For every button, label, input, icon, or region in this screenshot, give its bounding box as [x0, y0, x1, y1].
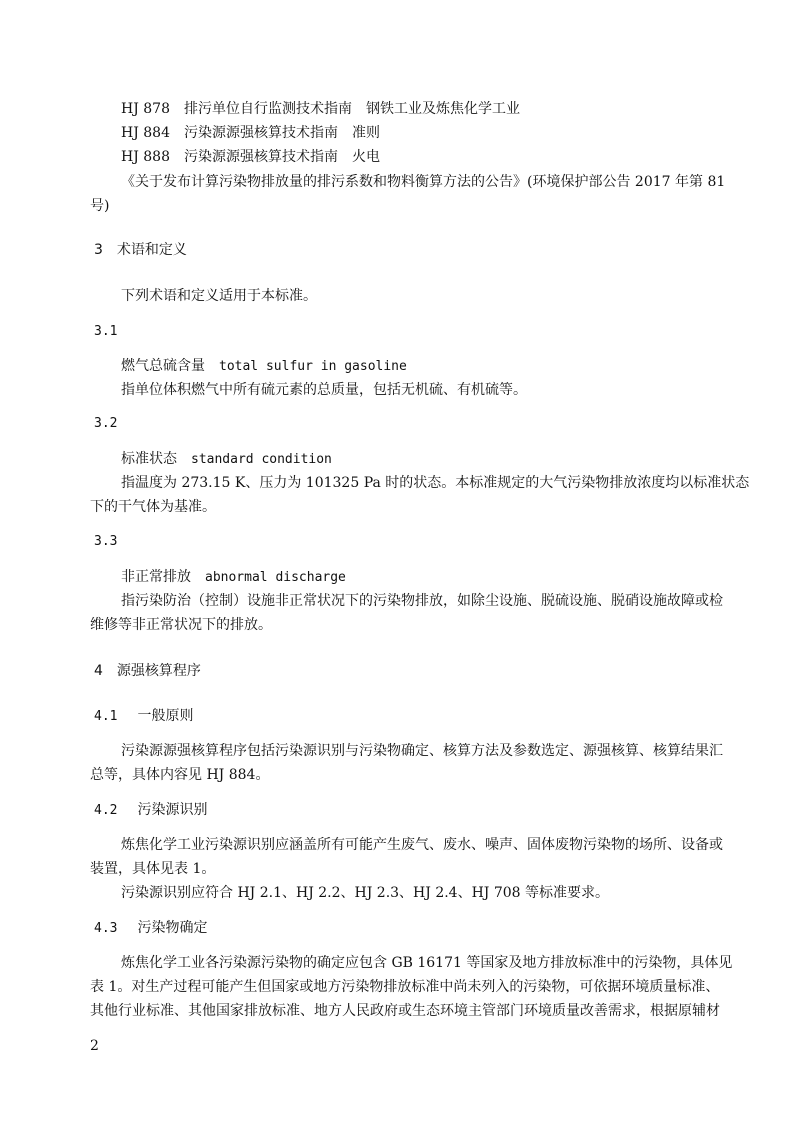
term-definition: 维修等非正常状况下的排放。	[90, 617, 272, 633]
term-definition: 指温度为 273.15 K、压力为 101325 Pa 时的状态。本标准规定的大气污染物排放浓度均以标准状态	[121, 475, 750, 491]
subsection-heading	[94, 706, 193, 727]
term-en: total sulfur in gasoline	[219, 359, 407, 374]
ref-item	[121, 99, 520, 119]
section-number: 3	[94, 242, 103, 258]
paragraph-line: 炼焦化学工业各污染源污染物的确定应包含 GB 16171 等国家及地方排放标准中的污染物，具体见	[121, 955, 733, 971]
subsection-number: 4.3	[94, 921, 118, 936]
announcement-line: 号)	[90, 198, 110, 214]
paragraph-line: 污染源源强核算程序包括污染源识别与污染物确定、核算方法及参数选定、源强核算、核算结果汇	[121, 743, 723, 759]
term-title	[121, 449, 332, 470]
term-en: standard condition	[191, 452, 332, 467]
ref-item	[121, 123, 380, 143]
term-zh: 非正常排放	[121, 569, 191, 585]
section-heading	[94, 240, 187, 260]
paragraph-line: 其他行业标准、其他国家排放标准、地方人民政府或生态环境主管部门环境质量改善需求，根据原辅材	[90, 1003, 720, 1019]
term-definition: 指污染防治（控制）设施非正常状况下的污染物排放，如除尘设施、脱硫设施、脱硝设施故障或检	[121, 593, 723, 609]
subsection-title: 污染物确定	[137, 920, 208, 936]
ref-title: 污染源源强核算技术指南 准则	[184, 125, 380, 141]
paragraph-line: 炼焦化学工业污染源识别应涵盖所有可能产生废气、废水、噪声、固体废物污染物的场所、设备或	[121, 837, 723, 853]
section-heading	[94, 661, 201, 681]
ref-item	[121, 147, 380, 167]
term-zh: 燃气总硫含量	[121, 358, 205, 374]
ref-code: HJ 878	[121, 101, 170, 117]
paragraph-line: 总等，具体内容见 HJ 884。	[90, 767, 270, 783]
page-number: 2	[90, 1038, 99, 1054]
term-definition: 指单位体积燃气中所有硫元素的总质量，包括无机硫、有机硫等。	[121, 382, 527, 398]
term-title	[121, 567, 346, 588]
term-number: 3.3	[94, 534, 118, 549]
subsection-number: 4.2	[94, 803, 118, 818]
paragraph-line: 表 1。对生产过程可能产生但国家或地方污染物排放标准中尚未列入的污染物，可依据环境质量标准、	[90, 979, 720, 995]
section-title: 源强核算程序	[116, 663, 201, 679]
subsection-number: 4.1	[94, 709, 118, 724]
term-number: 3.2	[94, 416, 118, 431]
term-number: 3.1	[94, 324, 118, 339]
paragraph: 下列术语和定义适用于本标准。	[121, 288, 317, 304]
subsection-heading	[94, 918, 207, 939]
term-title	[121, 356, 407, 377]
paragraph-line: 装置，具体见表 1。	[90, 861, 216, 877]
term-en: abnormal discharge	[205, 570, 346, 585]
term-definition: 下的干气体为基准。	[90, 499, 216, 515]
subsection-title: 一般原则	[137, 708, 194, 724]
term-zh: 标准状态	[121, 451, 177, 467]
subsection-title: 污染源识别	[137, 802, 208, 818]
ref-title: 排污单位自行监测技术指南 钢铁工业及炼焦化学工业	[184, 101, 520, 117]
section-title: 术语和定义	[116, 242, 187, 258]
ref-title: 污染源源强核算技术指南 火电	[184, 149, 380, 165]
section-number: 4	[94, 663, 103, 679]
ref-code: HJ 888	[121, 149, 170, 165]
subsection-heading	[94, 800, 207, 821]
announcement-line: 《关于发布计算污染物排放量的排污系数和物料衡算方法的公告》(环境保护部公告 2017 年第 81	[121, 174, 726, 190]
paragraph-line: 污染源识别应符合 HJ 2.1、HJ 2.2、HJ 2.3、HJ 2.4、HJ 708 等标准要求。	[121, 885, 610, 901]
ref-code: HJ 884	[121, 125, 170, 141]
